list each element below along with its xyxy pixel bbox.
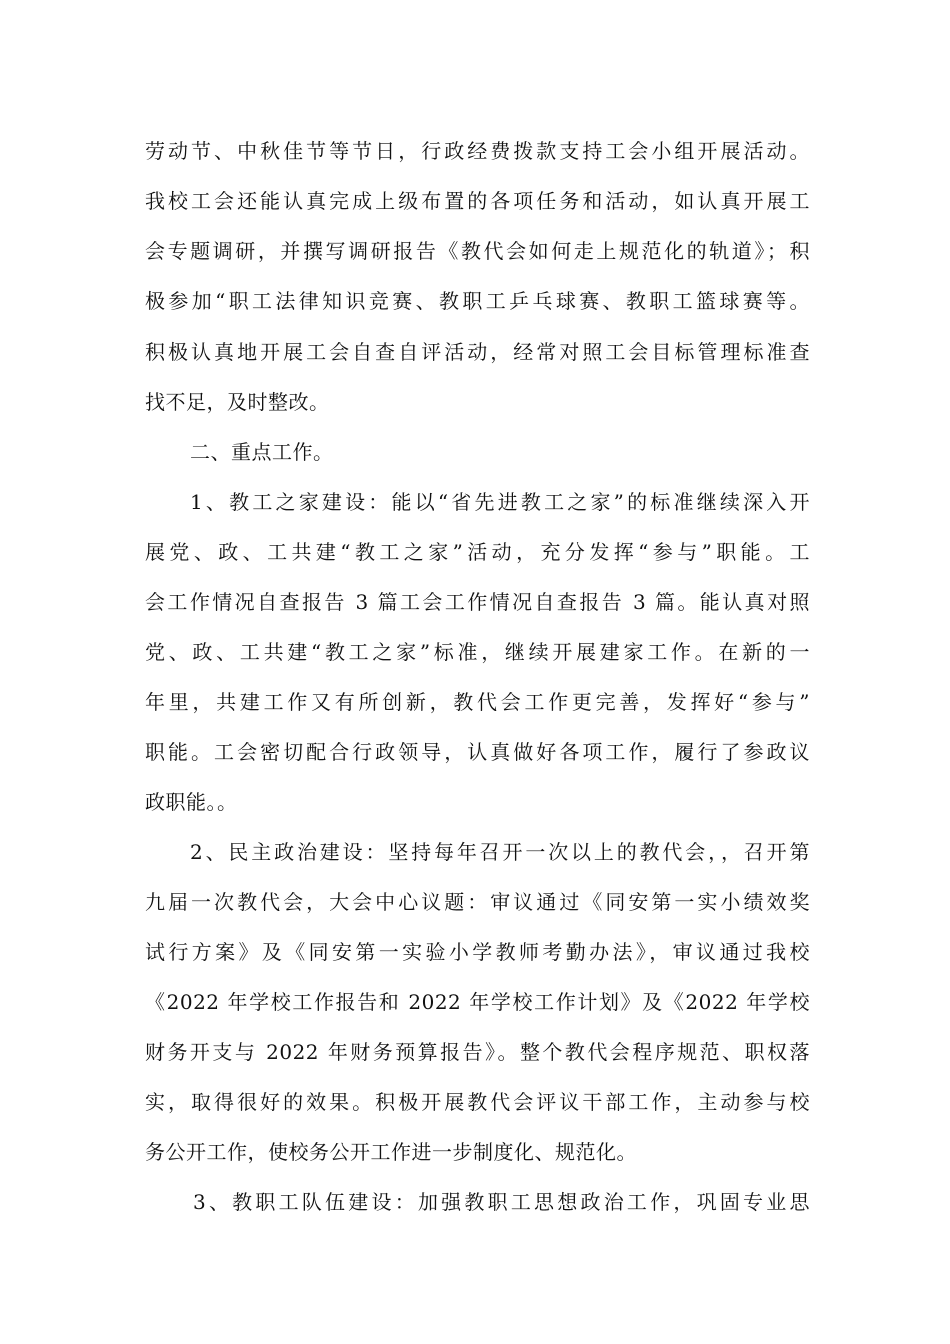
text-line: 我校工会还能认真完成上级布置的各项任务和活动，如认真开展工 — [145, 189, 810, 213]
text-line: 《2022 年学校工作报告和 2022 年学校工作计划》及《2022 年学校 — [145, 990, 810, 1014]
text-line: 年里，共建工作又有所创新，教代会工作更完善，发挥好“参与” — [145, 690, 810, 714]
text-line: 九届一次教代会，大会中心议题：审议通过《同安第一实小绩效奖 — [145, 890, 810, 914]
text-line: 极参加“职工法律知识竞赛、教职工乒乓球赛、教职工篮球赛等。 — [145, 289, 810, 313]
text-line: 1、教工之家建设：能以“省先进教工之家”的标准继续深入开 — [190, 490, 810, 514]
text-line: 政职能。。 — [145, 790, 238, 814]
text-line: 试行方案》及《同安第一实验小学教师考勤办法》，审议通过我校 — [145, 940, 810, 964]
text-line: 找不足，及时整改。 — [145, 390, 330, 414]
text-line: 党、政、工共建“教工之家”标准，继续开展建家工作。在新的一 — [145, 640, 810, 664]
text-line: 3、教职工队伍建设：加强教职工思想政治工作，巩固专业思 — [193, 1190, 810, 1214]
text-line: 职能。工会密切配合行政领导，认真做好各项工作，履行了参政议 — [145, 740, 810, 764]
text-line: 展党、政、工共建“教工之家”活动，充分发挥“参与”职能。工 — [145, 540, 810, 564]
text-line: 务公开工作，使校务公开工作进一步制度化、规范化。 — [145, 1140, 637, 1164]
text-line: 劳动节、中秋佳节等节日，行政经费拨款支持工会小组开展活动。 — [145, 139, 810, 163]
text-line: 会专题调研，并撰写调研报告《教代会如何走上规范化的轨道》；积 — [145, 239, 810, 263]
text-line: 会工作情况自查报告 3 篇工会工作情况自查报告 3 篇。能认真对照 — [145, 590, 810, 614]
section-heading: 二、重点工作。 — [190, 440, 334, 464]
text-line: 实，取得很好的效果。积极开展教代会评议干部工作，主动参与校 — [145, 1090, 810, 1114]
text-line: 2、民主政治建设：坚持每年召开一次以上的教代会，，召开第 — [190, 840, 810, 864]
text-line: 财务开支与 2022 年财务预算报告》。整个教代会程序规范、职权落 — [145, 1040, 810, 1064]
text-line: 积极认真地开展工会自查自评活动，经常对照工会目标管理标准查 — [145, 340, 810, 364]
